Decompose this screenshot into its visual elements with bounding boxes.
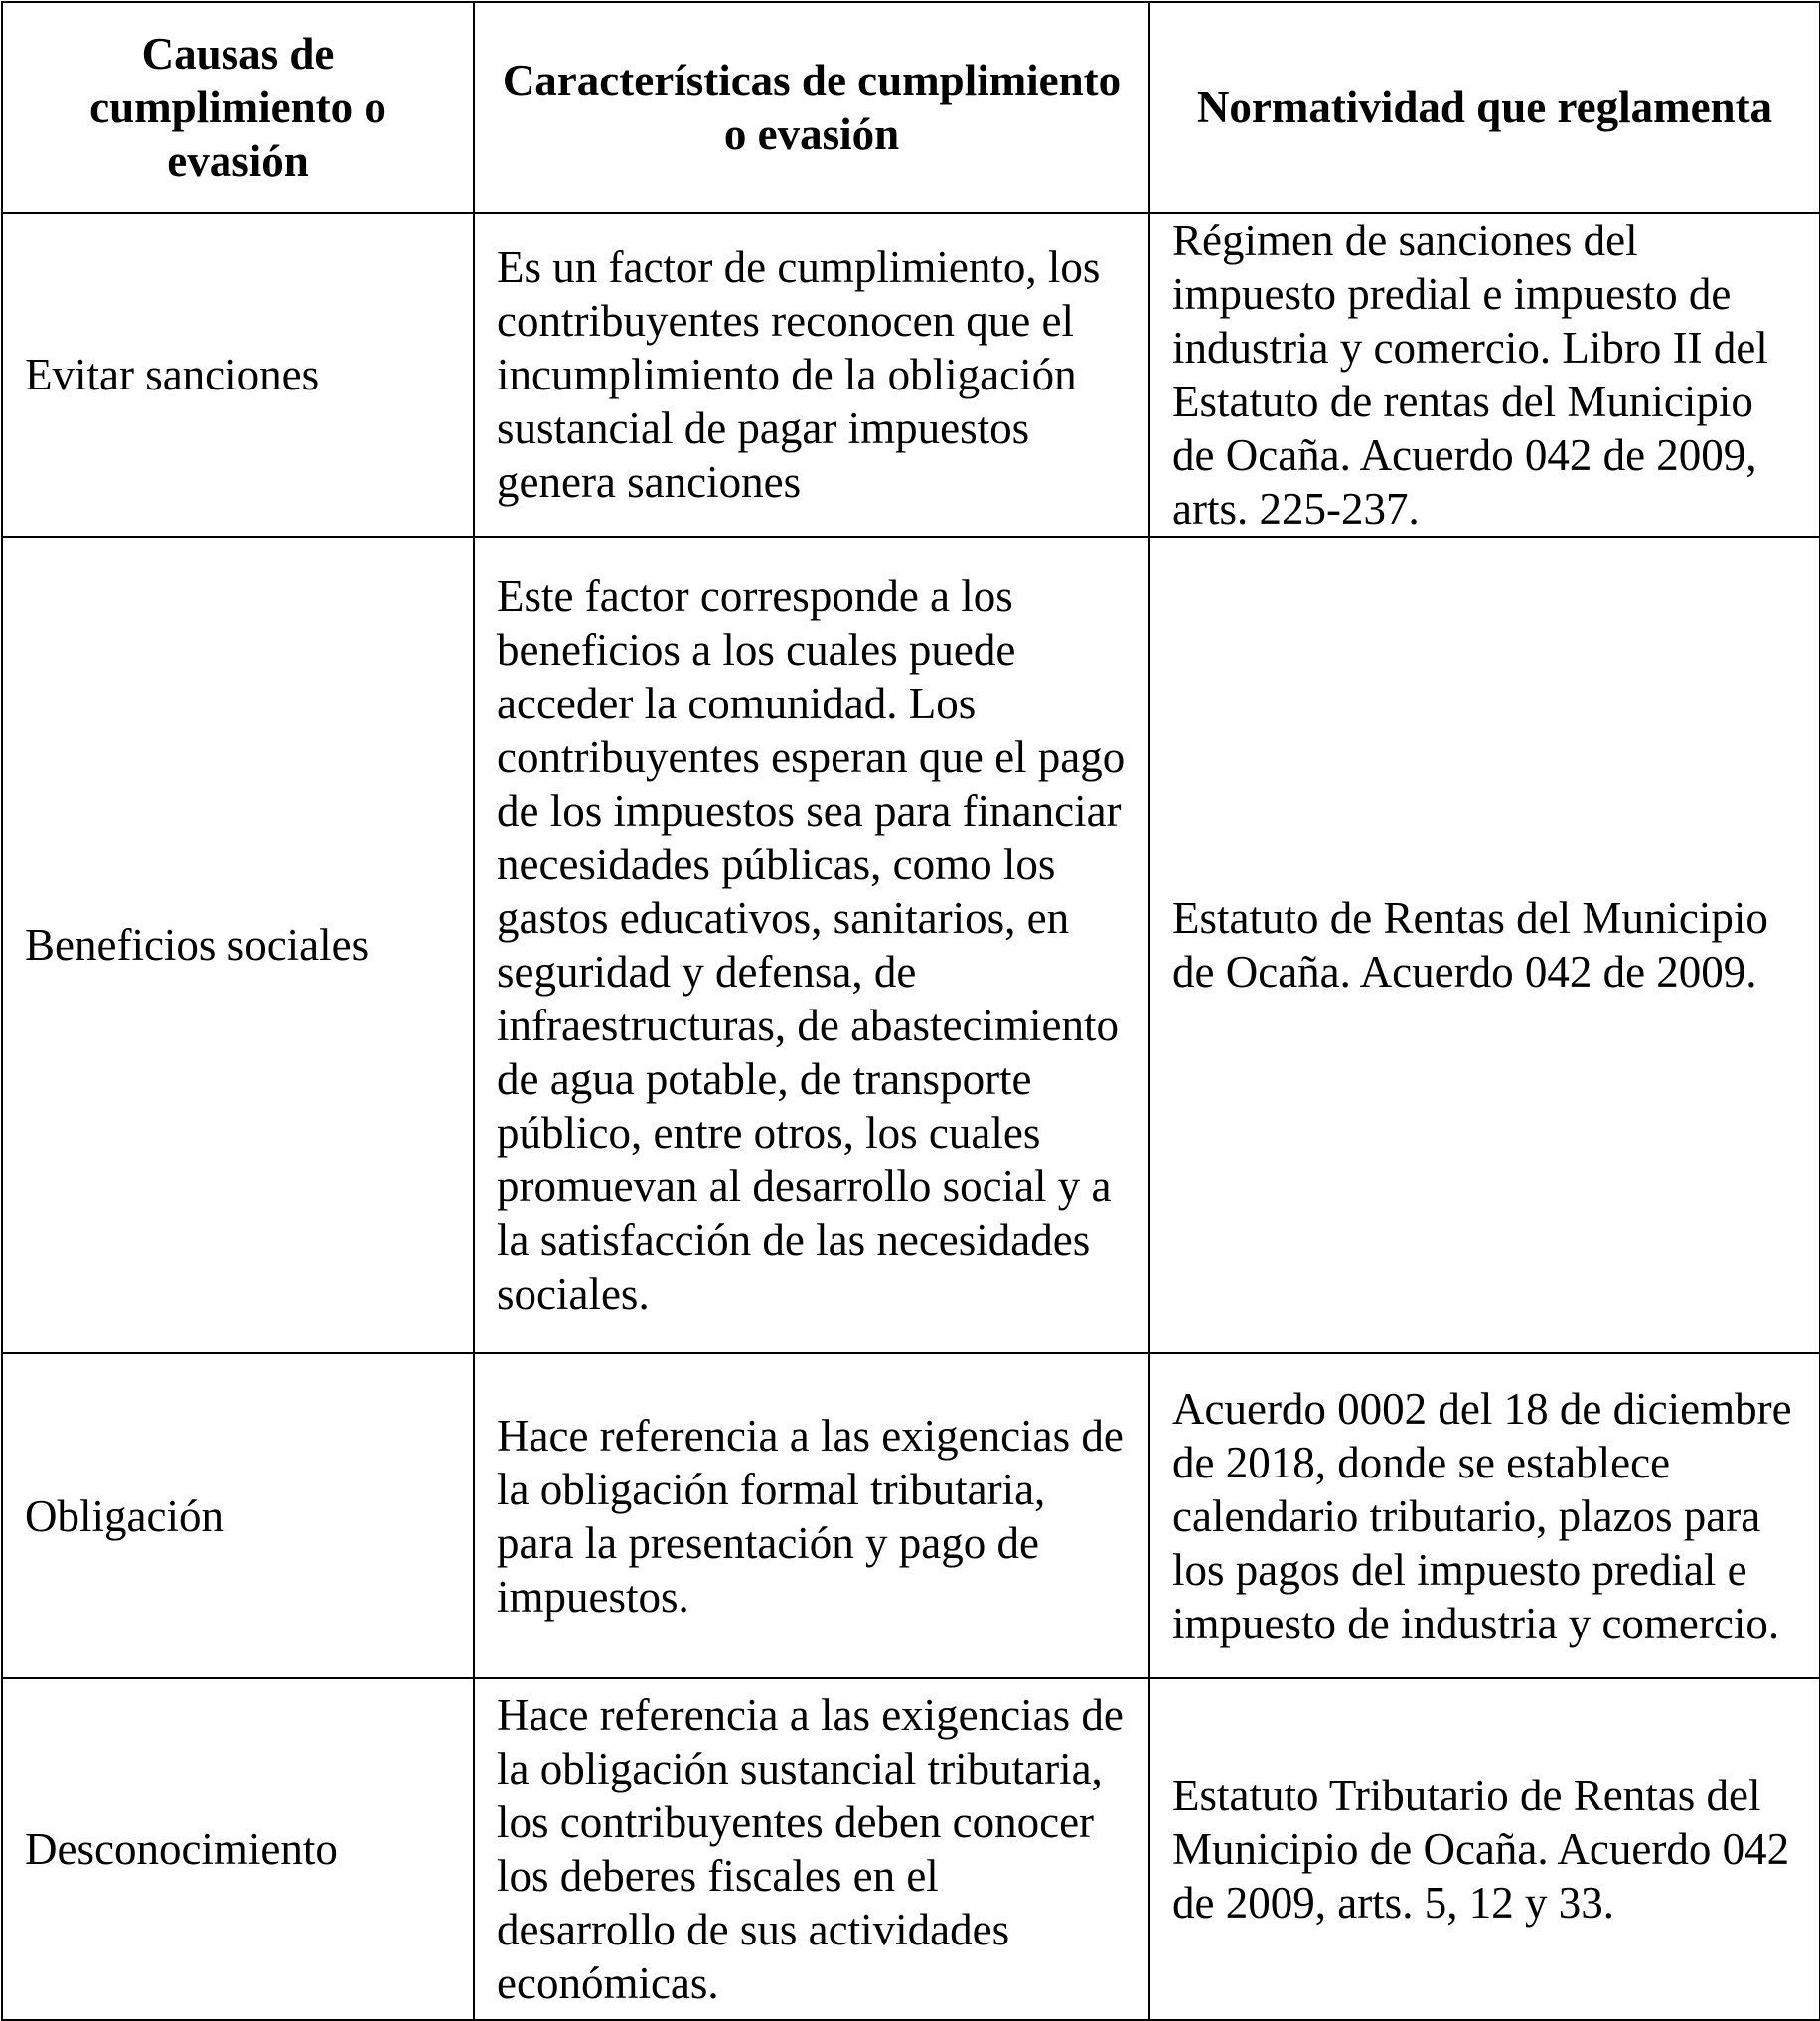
table-row [2, 1353, 1820, 1678]
cause-cell: Evitar sanciones [2, 213, 474, 537]
table-row [2, 1678, 1820, 2020]
cause-cell: Obligación [2, 1353, 474, 1678]
characteristics-cell: Es un factor de cumplimiento, los contribuyentes reconocen que el incumplimiento de la obligación sustancial de pagar impuestos genera sanciones [474, 213, 1149, 537]
table-row [2, 213, 1820, 537]
cause-cell: Desconocimiento [2, 1678, 474, 2020]
regulation-cell: Estatuto de Rentas del Municipio de Ocaña. Acuerdo 042 de 2009. [1149, 537, 1820, 1353]
cause-cell: Beneficios sociales [2, 537, 474, 1353]
regulation-cell: Régimen de sanciones del impuesto predial e impuesto de industria y comercio. Libro II del Estatuto de rentas del Municipio de Ocaña. Acuerdo 042 de 2009, arts. 225-237. [1149, 213, 1820, 537]
table-row [2, 537, 1820, 1353]
header-causes: Causas de cumplimiento o evasión [2, 2, 474, 213]
characteristics-cell: Hace referencia a las exigencias de la obligación formal tributaria, para la presentación y pago de impuestos. [474, 1353, 1149, 1678]
regulation-cell: Estatuto Tributario de Rentas del Municipio de Ocaña. Acuerdo 042 de 2009, arts. 5, 12 y 33. [1149, 1678, 1820, 2020]
header-regulation: Normatividad que reglamenta [1149, 2, 1820, 213]
compliance-table [1, 1, 1820, 2021]
header-characteristics: Características de cumplimiento o evasión [474, 2, 1149, 213]
table-header-row [2, 2, 1820, 213]
characteristics-cell: Hace referencia a las exigencias de la obligación sustancial tributaria, los contribuyentes deben conocer los deberes fiscales en el desarrollo de sus actividades económicas. [474, 1678, 1149, 2020]
characteristics-cell: Este factor corresponde a los beneficios a los cuales puede acceder la comunidad. Los contribuyentes esperan que el pago de los impuestos sea para financiar necesidades públicas, como los gastos educativos, sanitarios, en seguridad y defensa, de infraestructuras, de abastecimiento de agua potable, de transporte público, entre otros, los cuales promuevan al desarrollo social y a la satisfacción de las necesidades sociales. [474, 537, 1149, 1353]
regulation-cell: Acuerdo 0002 del 18 de diciembre de 2018, donde se establece calendario tributario, plazos para los pagos del impuesto predial e impuesto de industria y comercio. [1149, 1353, 1820, 1678]
